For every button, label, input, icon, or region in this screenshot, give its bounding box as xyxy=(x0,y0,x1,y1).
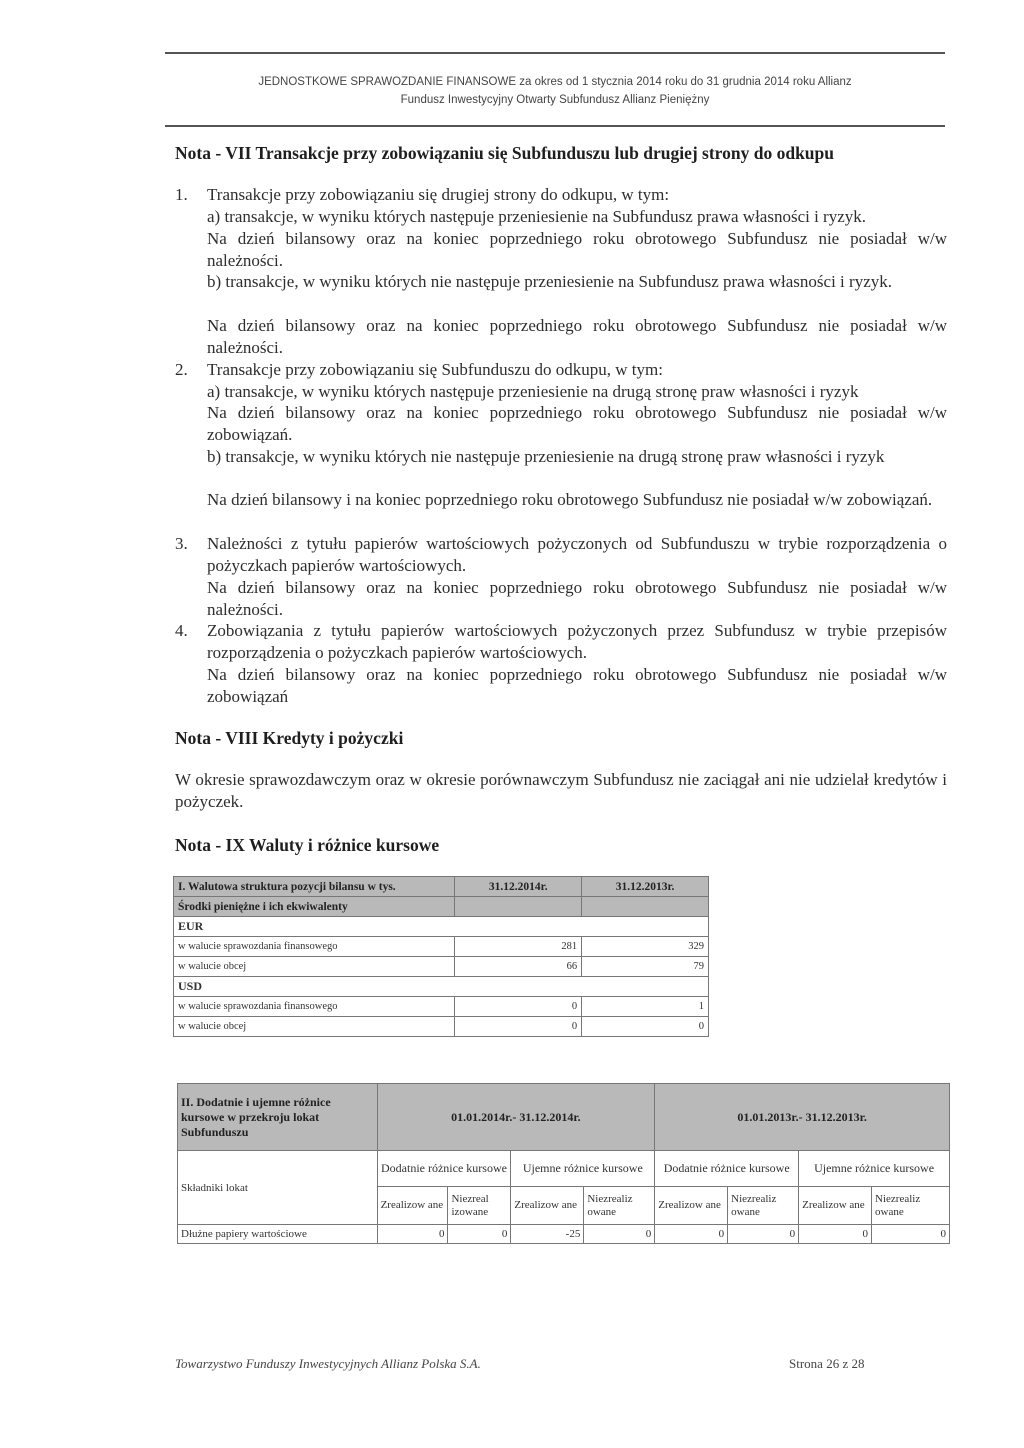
table-cell: 79 xyxy=(582,957,709,977)
item-2-line-2: a) transakcje, w wyniku których następuje przeniesienie na drugą stronę praw własności i ryzyk xyxy=(207,382,859,401)
table-row xyxy=(178,1151,950,1187)
item-1-line-3: Na dzień bilansowy oraz na koniec poprzedniego roku obrotowego Subfundusz nie posiadał w/w należności. xyxy=(207,229,947,270)
table-row xyxy=(174,917,709,937)
item-4-line-2: Na dzień bilansowy oraz na koniec poprzedniego roku obrotowego Subfundusz nie posiadał w/w zobowiązań xyxy=(207,665,947,706)
item-2-number: 2. xyxy=(175,360,188,379)
item-1-line-1: Transakcje przy zobowiązaniu się drugiej strony do odkupu, w tym: xyxy=(207,185,670,204)
table2-realized: Zrealizow ane xyxy=(799,1187,872,1225)
table-row xyxy=(178,1225,950,1244)
table-cell xyxy=(455,897,582,917)
item-1-line-5: Na dzień bilansowy oraz na koniec poprzedniego roku obrotowego Subfundusz nie posiadał w/w należności. xyxy=(207,316,947,357)
table1-col-2013: 31.12.2013r. xyxy=(582,877,709,897)
table2-realized: Zrealizow ane xyxy=(655,1187,728,1225)
table-row xyxy=(174,977,709,997)
table2-realized: Zrealizow ane xyxy=(511,1187,584,1225)
table-cell: 0 xyxy=(584,1225,655,1244)
item-3-line-1: Należności z tytułu papierów wartościowych pożyczonych od Subfunduszu w trybie rozporządzenia o pożyczkach papierów wartościowych. xyxy=(207,534,947,575)
table2-period-2013: 01.01.2013r.- 31.12.2013r. xyxy=(655,1084,950,1151)
table2-unrealized: Niezrealiz owane xyxy=(584,1187,655,1225)
table-cell: 0 xyxy=(655,1225,728,1244)
table-row xyxy=(174,937,709,957)
table2-pos-2013: Dodatnie różnice kursowe xyxy=(655,1151,799,1187)
item-1-number: 1. xyxy=(175,185,188,204)
table2-period-2014: 01.01.2014r.- 31.12.2014r. xyxy=(377,1084,655,1151)
table1-row-label: w walucie sprawozdania finansowego xyxy=(174,997,455,1017)
item-2-line-3: Na dzień bilansowy oraz na koniec poprzedniego roku obrotowego Subfundusz nie posiadał w/w zobowiązań. xyxy=(207,403,947,444)
table2-unrealized: Niezrealiz owane xyxy=(872,1187,950,1225)
table2-pos-2014: Dodatnie różnice kursowe xyxy=(377,1151,511,1187)
table1-col-2014: 31.12.2014r. xyxy=(455,877,582,897)
item-4-number: 4. xyxy=(175,621,188,640)
table-cell: 0 xyxy=(728,1225,799,1244)
table1-row-label: w walucie sprawozdania finansowego xyxy=(174,937,455,957)
item-1-line-2: a) transakcje, w wyniku których następuje przeniesienie na Subfundusz prawa własności i ryzyk. xyxy=(207,207,867,226)
note-9-title: Nota - IX Waluty i różnice kursowe xyxy=(175,835,440,855)
header-line-2: Fundusz Inwestycyjny Otwarty Subfundusz Allianz Pieniężny xyxy=(400,94,710,106)
item-2-line-1: Transakcje przy zobowiązaniu się Subfunduszu do odkupu, w tym: xyxy=(207,360,663,379)
table-cell: 66 xyxy=(455,957,582,977)
table2-data-label: Dłużne papiery wartościowe xyxy=(178,1225,378,1244)
table-row xyxy=(174,997,709,1017)
header-bottom-rule xyxy=(165,125,945,127)
footer-company: Towarzystwo Funduszy Inwestycyjnych Allianz Polska S.A. xyxy=(175,1356,481,1371)
table-cell: 1 xyxy=(582,997,709,1017)
item-4-line-1: Zobowiązania z tytułu papierów wartościowych pożyczonych przez Subfundusz w trybie przepisów rozporządzenia o pożyczkach papierów wartościowych. xyxy=(207,621,947,662)
table2-title: II. Dodatnie i ujemne różnice kursowe w przekroju lokat Subfunduszu xyxy=(178,1084,378,1151)
table-row xyxy=(174,957,709,977)
table-cell: 0 xyxy=(799,1225,872,1244)
item-3-line-2: Na dzień bilansowy oraz na koniec poprzedniego roku obrotowego Subfundusz nie posiadał w/w należności. xyxy=(207,578,947,619)
note-7-title: Nota - VII Transakcje przy zobowiązaniu się Subfunduszu lub drugiej strony do odkupu xyxy=(175,143,835,163)
item-1-line-4: b) transakcje, w wyniku których nie następuje przeniesienie na Subfundusz prawa własności i ryzyk. xyxy=(207,272,892,291)
note-8-text: W okresie sprawozdawczym oraz w okresie porównawczym Subfundusz nie zaciągał ani nie udzielał kredytów i pożyczek. xyxy=(175,770,947,811)
table-row xyxy=(174,897,709,917)
table2-unrealized: Niezrealiz owane xyxy=(728,1187,799,1225)
table-cell: -25 xyxy=(511,1225,584,1244)
table2-unrealized: Niezreal izowane xyxy=(448,1187,511,1225)
item-2-line-4: b) transakcje, w wyniku których nie następuje przeniesienie na drugą stronę praw własności i ryzyk xyxy=(207,447,885,466)
exchange-differences-table xyxy=(177,1083,950,1244)
item-3-number: 3. xyxy=(175,534,188,553)
currency-structure-table xyxy=(173,876,709,1037)
table-cell xyxy=(582,897,709,917)
page-number: Strona 26 z 28 xyxy=(789,1356,865,1371)
table-row xyxy=(174,1017,709,1037)
header-line-1: JEDNOSTKOWE SPRAWOZDANIE FINANSOWE za okres od 1 stycznia 2014 roku do 31 grudnia 2014 roku Allianz xyxy=(258,76,852,88)
table-cell: 329 xyxy=(582,937,709,957)
table1-row-label: w walucie obcej xyxy=(174,957,455,977)
table2-row-label: Składniki lokat xyxy=(178,1151,378,1225)
table-cell: 0 xyxy=(455,997,582,1017)
table-row xyxy=(174,877,709,897)
table-cell: 281 xyxy=(455,937,582,957)
table-row xyxy=(178,1084,950,1151)
table1-usd-label: USD xyxy=(174,977,709,997)
table-cell: 0 xyxy=(582,1017,709,1037)
table-cell: 0 xyxy=(377,1225,448,1244)
table2-neg-2014: Ujemne różnice kursowe xyxy=(511,1151,655,1187)
table1-title: I. Walutowa struktura pozycji bilansu w tys. xyxy=(174,877,455,897)
item-2-line-5: Na dzień bilansowy i na koniec poprzedniego roku obrotowego Subfundusz nie posiadał w/w zobowiązań. xyxy=(207,490,933,509)
table-cell: 0 xyxy=(872,1225,950,1244)
table1-row-label: w walucie obcej xyxy=(174,1017,455,1037)
table1-section: Środki pieniężne i ich ekwiwalenty xyxy=(174,897,455,917)
table2-neg-2013: Ujemne różnice kursowe xyxy=(799,1151,950,1187)
table-cell: 0 xyxy=(448,1225,511,1244)
header-top-rule xyxy=(165,52,945,54)
table2-realized: Zrealizow ane xyxy=(377,1187,448,1225)
table1-eur-label: EUR xyxy=(174,917,709,937)
table-cell: 0 xyxy=(455,1017,582,1037)
note-8-title: Nota - VIII Kredyty i pożyczki xyxy=(175,728,404,748)
